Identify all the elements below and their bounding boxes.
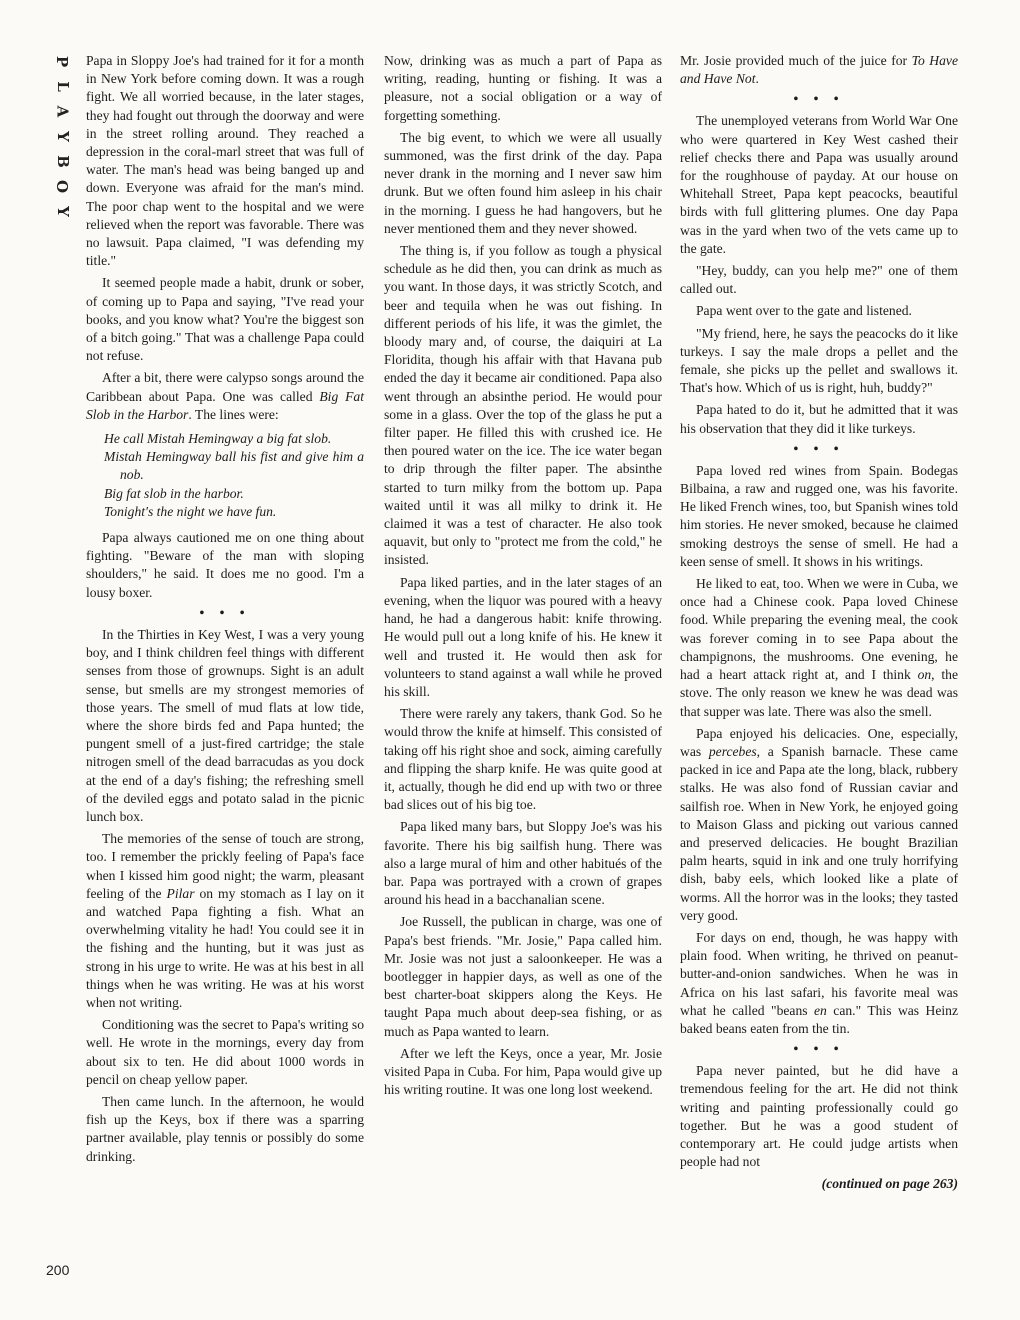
verse-line: Big fat slob in the harbor. [104, 485, 244, 501]
paragraph: After we left the Keys, once a year, Mr. Josie visited Papa in Cuba. For him, Papa would give up his writing routine. It was one long lost weekend. [384, 1045, 662, 1098]
paragraph: He liked to eat, too. When we were in Cuba, we once had a Chinese cook. Papa loved Chinese food. While preparing the evening meal, the cook was forever coming in to see Papa about the champignons, the mushrooms. One evening, he had a heart attack right at, and I think on, the stove. The only reason we knew he was dead was that supper was late. There was also the smell. [680, 576, 958, 719]
paragraph: Conditioning was the secret to Papa's writing so well. He wrote in the mornings, every day from about six to ten. He did about 1000 words in pencil on cheap yellow paper. [86, 1017, 364, 1087]
paragraph: Papa in Sloppy Joe's had trained for it for a month in New York before coming down. It was a rough fight. We all worried because, in the later stages, they had fought out through the doorway and were in the street rolling around. They reached a depression in the coral-marl street that was full of water. The man's head was being banged up and down. Everyone was afraid for the man's mind. The poor chap went to the hospital and we were relieved when the report was favorable. There was no lawsuit. Papa claimed, "I was defending my title." [86, 53, 364, 269]
paragraph: There were rarely any takers, thank God. So he would throw the knife at himself. This consisted of taking off his right shoe and sock, aiming carefully and flipping the sharp knife. He was quite good at it, actually, though he did end up with two or three bad slices out of his big toe. [384, 706, 662, 813]
verse-line: He call Mistah Hemingway a big fat slob. [104, 431, 332, 447]
paragraph: The unemployed veterans from World War One who were quartered in Key West cashed their relief checks there and Papa was usually around for the roughhouse of payday. At our house on Whitehall Street, Papa kept peacocks, beautiful birds with full glittering plumes. One day Papa was in the yard when two of the vets came up to the gate. [680, 113, 958, 256]
paragraph: The memories of the sense of touch are strong, too. I remember the prickly feeling of Papa's face when I kissed him good night; the warm, pleasant feeling of the Pilar on my stomach as I lay on it and watched Papa fighting a fish. What an overwhelming vitality he had! You could see it in the fishing and the hunting, but it was just as strong in his urge to write. He was at his best in all things when he was writing. He was at his worst when not writing. [86, 831, 365, 1010]
paragraph: It seemed people made a habit, drunk or sober, of coming up to Papa and saying, "I've read your books, and you know what? You're the biggest son of a bitch going." That was a challenge Papa could not refuse. [86, 275, 364, 364]
column-1 [86, 52, 364, 1170]
paragraph: The big event, to which we were all usually summoned, was the first drink of the day. Papa never drank in the morning and I never saw him drunk. But we often found him asleep in his chair in the morning. I guess he had hangovers, but he never mentioned them and they never showed. [384, 129, 662, 236]
paragraph: For days on end, though, he was happy with plain food. When writing, he thrived on peanut-butter-and-onion sandwiches. When he was in Africa on his last safari, his favorite meal was what he called "beans en can." This was Heinz baked beans eaten from the tin. [680, 929, 958, 1036]
section-separator: • • • [793, 1041, 845, 1057]
page-number: 200 [46, 1262, 70, 1278]
paragraph: Papa liked parties, and in the later stages of an evening, when the liquor was poured with a heavy hand, he had a dangerous habit: knife throwing. He would pull out a long knife of his. He knew it well and trusted it. He would then ask for volunteers to stand against a wall while he proved his skill. [384, 574, 662, 699]
song-verse [104, 430, 364, 521]
section-separator: • • • [199, 604, 251, 620]
section-separator: • • • [793, 440, 845, 456]
magazine-spine-title: P L A Y B O Y [53, 55, 72, 219]
paragraph: In the Thirties in Key West, I was a very young boy, and I think children feel things with different senses from those of grownups. Sight is an adult sense, but smells are my strongest memories of those years. The smell of mud flats at low tide, where the shore birds fed and Papa hunted; the pungent smell of a just-fired cartridge; the stale nitrogen smell of the dead barracudas as you dock at the end of a day's fishing; the refreshing smell of the deviled eggs and potato salad in the picnic lunch box. [86, 626, 364, 824]
paragraph: Joe Russell, the publican in charge, was one of Papa's best friends. "Mr. Josie," Papa called him. Mr. Josie was not just a saloonkeeper. He was a bootlegger in happier days, as well as one of the best charter-boat skippers along the Keys. He taught Papa much about deep-sea fishing, or as much as Papa wanted to learn. [384, 914, 662, 1039]
book-title: To Have and Have Not [680, 53, 958, 87]
paragraph: "Hey, buddy, can you help me?" one of them called out. [680, 263, 958, 297]
paragraph: After a bit, there were calypso songs around the Caribbean about Papa. One was called Big Fat Slob in the Harbor. The lines were: [86, 370, 365, 422]
paragraph: Papa hated to do it, but he admitted that it was his observation that they did it like turkeys. [680, 402, 958, 436]
verse-line: Mistah Hemingway ball his fist and give him a nob. [104, 449, 364, 483]
continued-notice: (continued on page 263) [821, 1176, 958, 1192]
song-title: Big Fat Slob in the Harbor [86, 388, 365, 422]
paragraph: Papa liked many bars, but Sloppy Joe's was his favorite. There his big sailfish hung. There was also a large mural of him and other habitués of the bar. Papa was portrayed with a crown of grapes around his head in a bacchanalian scene. [384, 819, 662, 908]
paragraph: Papa loved red wines from Spain. Bodegas Bilbaina, a raw and rugged one, was his favorite. He liked French wines, too, but Spanish wines told him stories. He never smoked, because he claimed smoking destroys the sense of smell. He had a keen sense of smell. It shows in his writings. [680, 462, 958, 569]
paragraph: Now, drinking was as much a part of Papa as writing, reading, hunting or fishing. It was a pleasure, not a social obligation or a way of forgetting something. [384, 53, 662, 123]
paragraph: "My friend, here, he says the peacocks do it like turkeys. I say the male drops a pellet and the female, she picks up the pellet and swallows it. That's how. Which of us is right, huh, buddy?" [680, 325, 958, 396]
paragraph: Papa always cautioned me on one thing about fighting. "Beware of the man with sloping shoulders," he said. It does me no good. I'm a lousy boxer. [86, 530, 364, 600]
paragraph: Papa enjoyed his delicacies. One, especially, was percebes, a Spanish barnacle. These came packed in ice and Papa ate the long, black, rubbery stalks. He was also fond of Russian caviar and sailfish roe. When in New York, he enjoyed going to Maison Glass and picking out various canned and preserved delicacies. He bought Brazilian palm hearts, squid in ink and one truly horrifying dish, baby eels, which looked like a plate of worms. All the horror was in the looks; they tasted very good. [680, 725, 959, 923]
emphasis: percebes [708, 743, 757, 759]
verse-line: Tonight's the night we have fun. [104, 503, 277, 519]
column-2 [384, 52, 662, 1103]
paragraph: Papa went over to the gate and listened. [696, 303, 912, 319]
paragraph: The thing is, if you follow as tough a physical schedule as he did then, you can drink as much as you want. In those days, it was strictly Scotch, and beer and tequila when he was out fishing. In different periods of his life, it was the gimlet, the bloody mary and, of course, the daiquiri at La Floridita, though his affair with that Havana pub ended the day it became air conditioned. Papa also went through an absinthe period. He would pour some in a glass. Over the top of the glass he put a filter paper. He filled this with crushed ice. He then poured water on the ice. The ice water began to drip through the filter paper. The absinthe started to turn milky from the bottom up. Papa waited until it was all milky to drink it. He claimed it was a test of character. He also took aquavit, but only to "protect me from the cold," he insisted. [384, 243, 662, 568]
paragraph: Then came lunch. In the afternoon, he would fish up the Keys, box if there was a sparring partner available, play tennis or possibly do some drinking. [86, 1093, 364, 1164]
emphasis: en [814, 1002, 827, 1018]
paragraph: Papa never painted, but he did have a tremendous feeling for the art. He did not think writing and painting professionally could go together. But he was a good student of contemporary art. He could judge artists when people had not [680, 1063, 958, 1170]
paragraph: Mr. Josie provided much of the juice for To Have and Have Not. [680, 53, 958, 87]
boat-name: Pilar [166, 885, 195, 901]
column-3 [680, 52, 958, 1194]
emphasis: on [917, 667, 932, 683]
section-separator: • • • [793, 91, 845, 107]
